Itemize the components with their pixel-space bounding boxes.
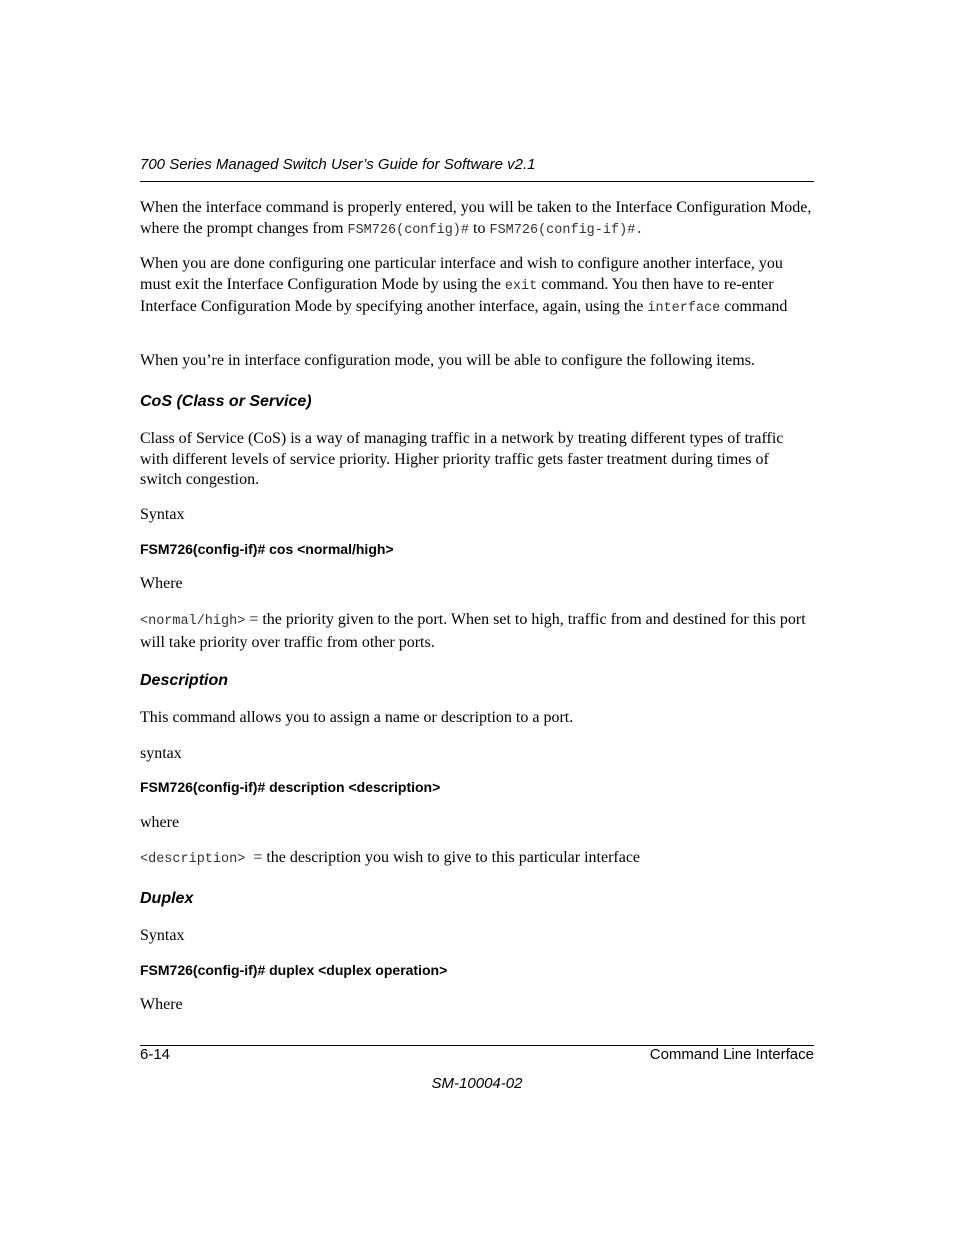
- page-number: 6-14: [140, 1046, 171, 1063]
- text: to: [469, 219, 490, 237]
- duplex-where-label: Where: [140, 996, 183, 1013]
- description-syntax-label: syntax: [140, 745, 182, 762]
- cos-command: FSM726(config-if)# cos <normal/high>: [140, 541, 394, 557]
- cos-param: [140, 610, 814, 653]
- code-prompt-config-if: FSM726(config-if)#.: [489, 222, 644, 238]
- intro-paragraph-1: [140, 198, 814, 241]
- description-param: [140, 848, 814, 871]
- cos-syntax-label: Syntax: [140, 506, 185, 523]
- description-where-label: where: [140, 814, 180, 831]
- text: = the description you wish to give to this particular interface: [245, 849, 641, 866]
- text: = the priority given to the port. When set to high, traffic from and destined for this port will take priority over traffic from other ports.: [140, 611, 806, 651]
- duplex-syntax-label: Syntax: [140, 927, 185, 944]
- document-id: SM-10004-02: [431, 1075, 523, 1092]
- text: When you are done configuring one particular interface and wish to configure another interface, you must exit the Interface Configuration Mode by using the: [140, 255, 783, 293]
- description-body: This command allows you to assign a name or description to a port.: [140, 709, 574, 726]
- code-prompt-config: FSM726(config)#: [347, 222, 470, 238]
- text: command. You then have to re-enter Interface Configuration Mode by specifying another interface, again, using the: [140, 275, 774, 315]
- code-description: <description>: [140, 852, 246, 867]
- code-interface: interface: [647, 301, 721, 316]
- intro-paragraph-2: [140, 254, 814, 320]
- intro-paragraph-3: When you’re in interface configuration mode, you will be able to configure the following items.: [140, 352, 755, 369]
- code-normal-high: <normal/high>: [140, 614, 246, 629]
- text: When the interface command is properly entered, you will be taken to the Interface Configuration Mode, where the prompt changes from: [140, 199, 812, 237]
- duplex-heading: Duplex: [140, 890, 194, 907]
- header-rule: [140, 181, 814, 182]
- duplex-command: FSM726(config-if)# duplex <duplex operation>: [140, 962, 448, 978]
- description-heading: Description: [140, 672, 229, 689]
- text: command: [720, 298, 788, 315]
- cos-heading: CoS (Class or Service): [140, 393, 312, 410]
- cos-where-label: Where: [140, 575, 183, 592]
- running-header: 700 Series Managed Switch User’s Guide for Software v2.1: [140, 156, 536, 173]
- code-exit: exit: [504, 278, 538, 294]
- description-command: FSM726(config-if)# description <description>: [140, 779, 441, 795]
- cos-body: Class of Service (CoS) is a way of managing traffic in a network by treating different types of traffic with different levels of service priority. Higher priority traffic gets faster treatment during times of switch congestion.: [140, 430, 784, 488]
- footer-section-title: Command Line Interface: [649, 1046, 814, 1063]
